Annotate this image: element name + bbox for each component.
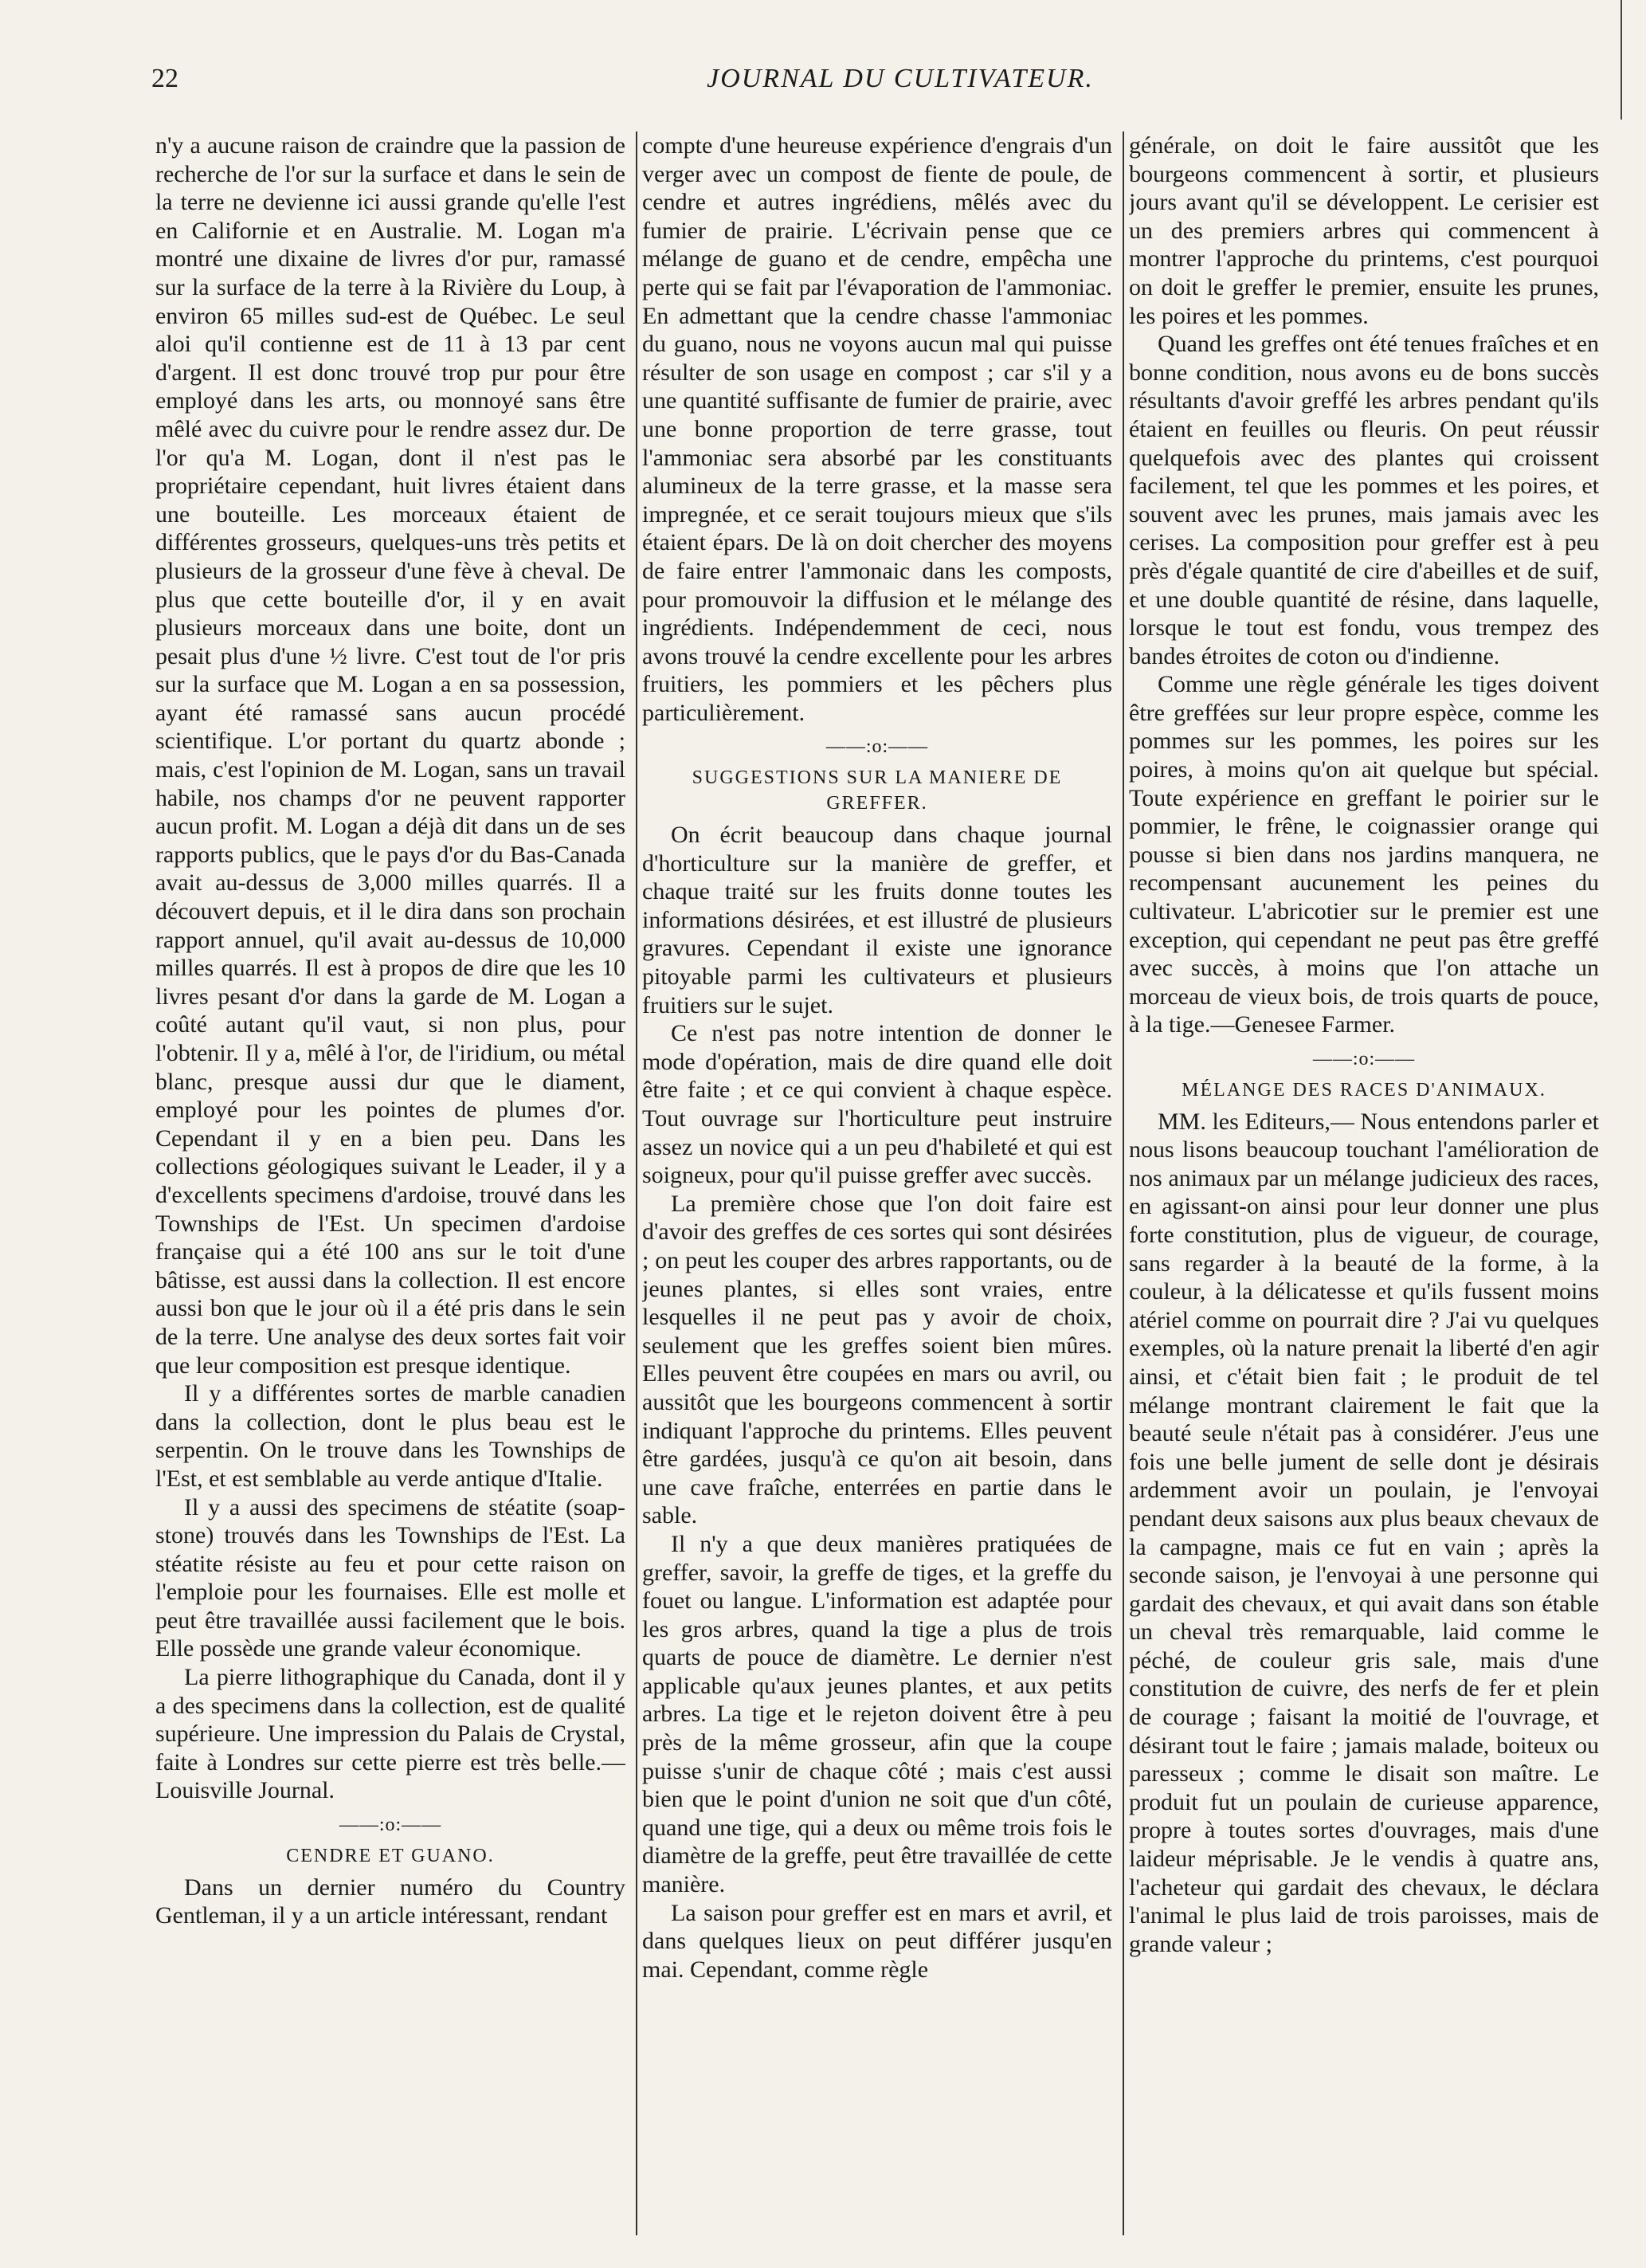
paragraph: générale, on doit le faire aussitôt que les bourgeons commencent à sortir, et plusieurs jours avant qu'il se développent. Le cerisier est un des premiers arbres qui commencent à montrer l'approche du printems, c'est pourquoi on doit le greffer le premier, ensuite les prunes, les poires et les pommes. xyxy=(1129,132,1599,329)
paragraph: Dans un dernier numéro du Country Gentleman, il y a un article intéressant, rendant xyxy=(155,1874,625,1929)
paragraph: La pierre lithographique du Canada, dont il y a des specimens dans la collection, est de qualité supérieure. Une impression du Palais de Crystal, faite à Londres sur cette pierre est très belle.—Louisville Journal. xyxy=(155,1664,625,1804)
running-title: JOURNAL DU CULTIVATEUR. xyxy=(707,64,1094,93)
article-heading: MÉLANGE DES RACES D'ANIMAUX. xyxy=(1182,1079,1546,1101)
paragraph: Il y a aussi des specimens de stéatite (soap-stone) trouvés dans les Townships de l'Est. La stéatite résiste au feu et pour cette raison on l'emploie pour les fournaises. Elle est molle et peut être travaillée aussi facilement que le bois. Elle possède une grande valeur économique. xyxy=(155,1493,625,1662)
paragraph: On écrit beaucoup dans chaque journal d'horticulture sur la manière de greffer, et chaque traité sur les fruits donne toutes les informations désirées, et est illustré de plusieurs gravures. Cependant il existe une ignorance pitoyable parmi les cultivateurs et plusieurs fruitiers sur le sujet. xyxy=(642,822,1112,1018)
article-heading: SUGGESTIONS SUR LA MANIERE DE GREFFER. xyxy=(692,767,1063,814)
paragraph: MM. les Editeurs,— Nous entendons parler et nous lisons beaucoup touchant l'amélioration de nos animaux par un mélange judicieux des races, en agissant-on ainsi pour leur donner une plus forte constitution, plus de vigueur, de courage, sans regarder à la beauté de la forme, à la couleur, à la délicatesse et qu'ils fussent moins atériel comme on pourrait dire ? J'ai vu quelques exemples, où la nature prenait la liberté d'en agir ainsi, et c'était bien fait ; le produit de tel mélange montrant clairement le fait que la beauté seule n'était pas à considérer. J'eus une fois une belle jument de selle dont je désirais ardemment avoir un poulain, je l'envoyai pendant deux saisons aux plus beaux chevaux de la campagne, mais ce fut en vain ; après la seconde saison, je l'envoyai à une personne qui gardait des chevaux, et qui avait dans son étable un cheval très remarquable, laid comme le péché, de couleur gris sale, mais d'une constitution de cuivre, des nerfs de fer et plein de courage ; faisant la moitié de l'ouvrage, et désirant tout le faire ; jamais malade, boiteux ou paresseux ; comme le disait son maître. Le produit fut un poulain de curieuse apparence, propre à toutes sortes d'ouvrages, mais d'une laideur méprisable. Je le vendis à quatre ans, l'acheteur qui gardait des chevaux, le déclara l'animal le plus laid de trois paroisses, mais de grande valeur ; xyxy=(1129,1108,1599,1957)
paragraph: Il y a différentes sortes de marble canadien dans la collection, dont le plus beau est le serpentin. On le trouve dans les Townships de l'Est, et est semblable au verde antique d'Italie. xyxy=(155,1380,625,1492)
paragraph: Quand les greffes ont été tenues fraîches et en bonne condition, nous avons eu de bons succès résultants d'avoir greffé les arbres pendant qu'ils étaient en feuilles ou fleuris. On peut réussir quelquefois avec des plantes qui croissent facilement, tel que les pommes et les poires, et souvent avec les prunes, mais jamais avec les cerises. La composition pour greffer est à peu près d'égale quantité de cire d'abeilles et de suif, et une double quantité de résine, dans laquelle, lorsque le tout est fondu, vous trempez des bandes étroites de coton ou d'indienne. xyxy=(1129,331,1599,669)
column-divider xyxy=(636,131,637,2235)
paragraph: La première chose que l'on doit faire est d'avoir des greffes de ces sortes qui sont désirées ; on peut les couper des arbres rapportants, ou de jeunes plantes, si elles sont vraies, entre lesquelles il ne peut pas y avoir de choix, seulement que les greffes soient bien mûres. Elles peuvent être coupées en mars ou avril, ou aussitôt que les bourgeons commencent à sortir indiquant l'approche du printems. Elles peuvent être gardées, jusqu'à ce qu'on ait besoin, dans une cave fraîche, enterrées en partie dans le sable. xyxy=(642,1190,1112,1529)
page-header xyxy=(151,64,1646,112)
column-divider xyxy=(1123,131,1124,2235)
paragraph: Comme une règle générale les tiges doivent être greffées sur leur propre espèce, comme les pommes sur les pommes, les poires sur les poires, à moins qu'on ait quelque but spécial. Toute expérience en greffant le poirier sur le pommier, le frêne, le coignassier orange qui pousse si bien dans nos jardins manquera, ne recompensant aucunement les peines du cultivateur. L'abricotier sur le premier est une exception, qui cependant ne peut pas être greffé avec succès, à moins que l'on attache un morceau de vieux bois, de trois quarts de pouce, à la tige.—Genesee Farmer. xyxy=(1129,671,1599,1038)
column-2 xyxy=(642,131,1112,2235)
paragraph: compte d'une heureuse expérience d'engrais d'un verger avec un compost de fiente de poule, de cendre et autres ingrédiens, mêlés avec du fumier de prairie. L'écrivain pense que ce mélange de guano et de cendre, empêcha une perte qui se fait par l'évaporation de l'ammoniac. En admettant que la cendre chasse l'ammoniac du guano, nous ne voyons aucun mal qui puisse résulter de son usage en compost ; car s'il y a une quantité suffisante de fumier de prairie, avec une bonne proportion de terre grasse, tout l'ammoniac sera absorbé par les constituants alumineux de la terre grasse, et la masse sera impregnée, et ce serait toujours mieux que s'ils étaient épars. De là on doit chercher des moyens de faire entrer l'ammonaic dans les composts, pour promouvoir la diffusion et le mélange des ingrédients. Indépendemment de ceci, nous avons trouvé la cendre excellente pour les arbres fruitiers, les pommiers et les pêchers plus particulièrement. xyxy=(642,132,1112,726)
page-number: 22 xyxy=(151,64,178,93)
article-heading: CENDRE ET GUANO. xyxy=(286,1845,495,1866)
section-separator: ——:o:—— xyxy=(825,736,929,758)
section-separator: ——:o:—— xyxy=(1312,1049,1416,1069)
paragraph: Ce n'est pas notre intention de donner le mode d'opération, mais de dire quand elle doit être faite ; et ce qui convient à chaque espèce. Tout ouvrage sur l'horticulture peut instruire assez un novice qui a un peu d'habileté et qui est soigneux, pour qu'il puisse greffer avec succès. xyxy=(642,1020,1112,1189)
paragraph: n'y a aucune raison de craindre que la passion de recherche de l'or sur la surface et dans le sein de la terre ne devienne ici aussi grande qu'elle l'est en Californie et en Australie. M. Logan m'a montré une dixaine de livres d'or pur, ramassé sur la surface de la terre à la Rivière du Loup, à environ 65 milles sud-est de Québec. Le seul aloi qu'il contienne est de 11 à 13 par cent d'argent. Il est donc trouvé trop pur pour être employé dans les arts, ou monnoyé sans être mêlé avec du cuivre pour le rendre assez dur. De l'or qu'a M. Logan, dont il n'est pas le propriétaire cependant, huit livres étaient dans une bouteille. Les morceaux étaient de différentes grosseurs, quelques-uns très petits et plusieurs de la grosseur d'une fève à cheval. De plus que cette bouteille d'or, il y en avait plusieurs morceaux dans une boite, dont un pesait plus d'une ½ livre. C'est tout de l'or pris sur la surface que M. Logan a en sa possession, ayant été ramassé sans aucun procédé scientifique. L'or portant du quartz abonde ; mais, c'est l'opinion de M. Logan, sans un travail habile, nos champs d'or ne peuvent rapporter aucun profit. M. Logan a déjà dit dans un de ses rapports publics, que le pays d'or du Bas-Canada avait au-dessus de 3,000 milles quarrés. Il a découvert depuis, et il le dira dans son prochain rapport annuel, qu'il avait au-dessus de 10,000 milles quarrés. Il est à propos de dire que les 10 livres pesant d'or dans la garde de M. Logan a coûté autant qu'il vaut, si non plus, pour l'obtenir. Il y a, mêlé à l'or, de l'iridium, ou métal blanc, presque aussi dur que le diament, employé pour les pointes de plumes d'or. Cependant il y en a bien peu. Dans les collections géologiques suivant le Leader, il y a d'excellents specimens d'ardoise, trouvé dans les Townships de l'Est. Un specimen d'ardoise française qui a été 100 ans sur le toit d'une bâtisse, est aussi dans la collection. Il est encore aussi bon que le jour où il a été pris dans le sein de la terre. Une analyse des deux sortes fait voir que leur composition est presque identique. xyxy=(155,132,625,1379)
column-1 xyxy=(155,131,625,2235)
paragraph: La saison pour greffer est en mars et avril, et dans quelques lieux on peut différer jusqu'en mai. Cependant, comme règle xyxy=(642,1899,1112,1983)
column-3 xyxy=(1129,131,1599,2235)
paragraph: Il n'y a que deux manières pratiquées de greffer, savoir, la greffe de tiges, et la greffe du fouet ou langue. L'information est adaptée pour les gros arbres, quand la tige a plus de trois quarts de pouce de diamètre. Le dernier n'est applicable qu'aux jeunes plantes, et aux petits arbres. La tige et le rejeton doivent être à peu près de la même grosseur, afin que la coupe puisse s'unir de chaque côté ; mais c'est aussi bien que le point d'union ne soit que d'un côté, quand une tige, qui a deux ou même trois fois le diamètre de la greffe, peut être travaillée de cette manière. xyxy=(642,1530,1112,1898)
section-separator: ——:o:—— xyxy=(339,1815,442,1836)
